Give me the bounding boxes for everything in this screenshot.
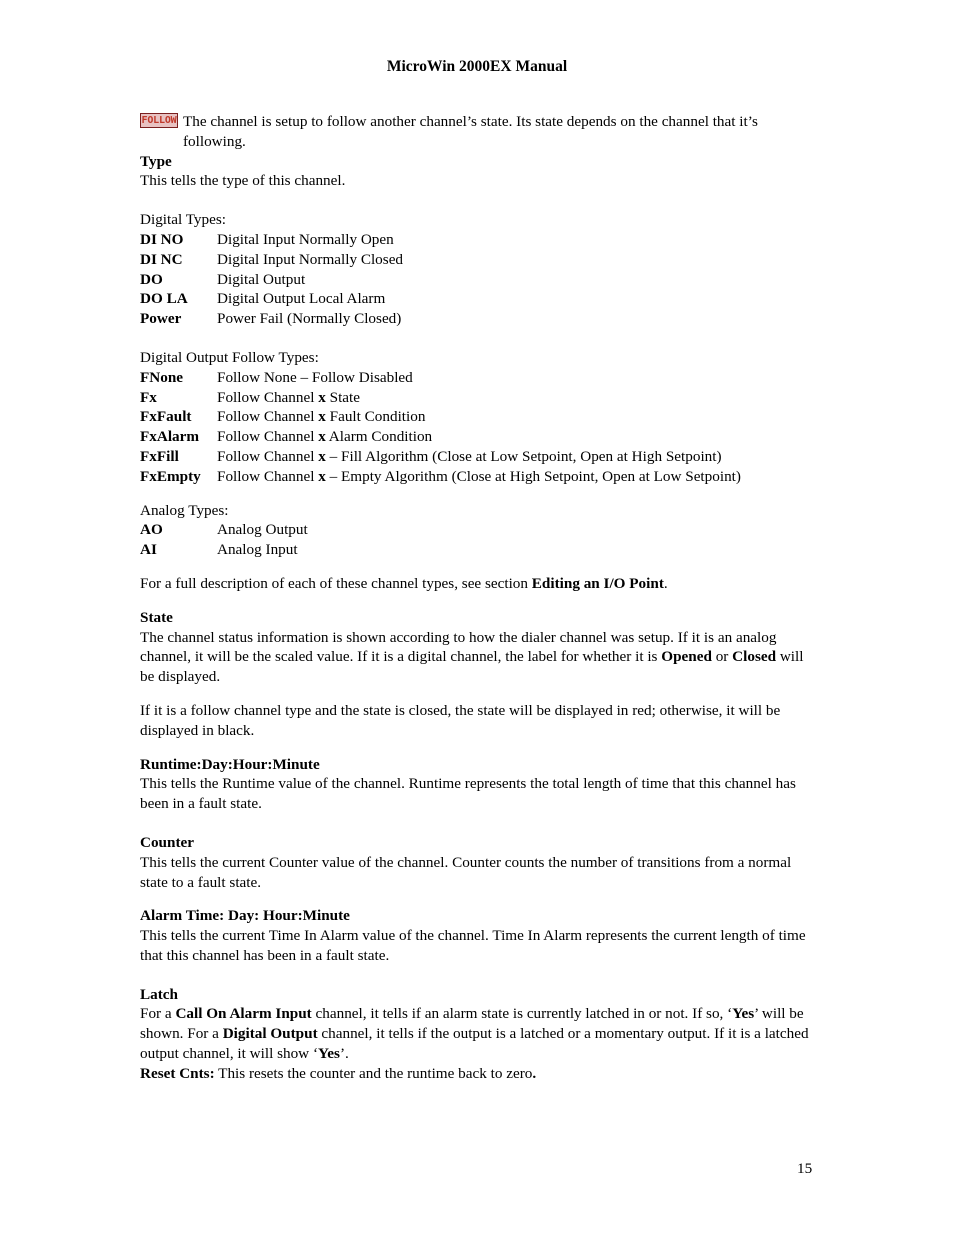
type-code: AO <box>140 521 163 539</box>
runtime-description: This tells the Runtime value of the channel. Runtime represents the total length of time that this channel has been in a fault state. <box>140 775 796 813</box>
counter-heading: Counter <box>140 833 194 851</box>
digital-types-list <box>140 230 816 329</box>
follow-types-list <box>140 368 816 487</box>
page-number: 15 <box>797 1160 813 1177</box>
type-code: DI NC <box>140 250 183 268</box>
type-code: FxAlarm <box>140 428 200 446</box>
list-item <box>140 447 816 467</box>
type-desc: Analog Input <box>217 541 298 559</box>
list-item <box>140 309 816 329</box>
type-code: FxEmpty <box>140 467 201 485</box>
type-desc: Analog Output <box>217 521 308 539</box>
analog-types-heading: Analog Types: <box>140 501 229 519</box>
list-item <box>140 270 816 290</box>
reset-counts-description: Reset Cnts: This resets the counter and the runtime back to zero. <box>140 1064 537 1082</box>
type-code: DO <box>140 270 163 288</box>
type-desc: Digital Output <box>217 270 306 288</box>
type-heading: Type <box>140 152 172 170</box>
type-code: AI <box>140 541 157 559</box>
type-desc: Follow None – Follow Disabled <box>217 368 413 386</box>
editing-io-point-reference: Editing an I/O Point <box>531 574 664 592</box>
digital-types-heading: Digital Types: <box>140 211 226 229</box>
counter-description: This tells the current Counter value of the channel. Counter counts the number of transitions from a normal state to a fault state. <box>140 853 792 891</box>
latch-heading: Latch <box>140 985 178 1003</box>
type-desc: Follow Channel x Fault Condition <box>217 408 426 426</box>
type-desc: Follow Channel x Alarm Condition <box>217 428 433 446</box>
type-code: FNone <box>140 368 184 386</box>
runtime-heading: Runtime:Day:Hour:Minute <box>140 755 320 773</box>
list-item <box>140 520 816 540</box>
alarm-time-heading: Alarm Time: Day: Hour:Minute <box>140 907 350 925</box>
follow-types-heading: Digital Output Follow Types: <box>140 348 319 366</box>
type-code: DI NO <box>140 230 184 248</box>
type-code: DO LA <box>140 290 188 308</box>
type-desc: Digital Input Normally Closed <box>217 250 404 268</box>
type-desc: Digital Input Normally Open <box>217 230 394 248</box>
list-item <box>140 540 816 560</box>
list-item <box>140 230 816 250</box>
type-desc: Digital Output Local Alarm <box>217 290 386 308</box>
list-item <box>140 250 816 270</box>
state-paragraph-1: The channel status information is shown according to how the dialer channel was setup. If it is an analog channel, it will be the scaled value. If it is a digital channel, the label for whether it is Opened or Closed will be displayed. <box>140 628 804 686</box>
manual-content <box>140 112 816 1084</box>
type-desc: Follow Channel x – Fill Algorithm (Close at Low Setpoint, Open at High Setpoint) <box>217 447 722 465</box>
full-description-note: For a full description of each of these channel types, see section Editing an I/O Point. <box>140 574 668 592</box>
follow-state-icon <box>140 113 178 128</box>
list-item <box>140 368 816 388</box>
type-code: Power <box>140 310 182 328</box>
follow-note-text: The channel is setup to follow another channel’s state. Its state depends on the channel that it’s following. <box>183 113 758 150</box>
latch-description: For a Call On Alarm Input channel, it tells if an alarm state is currently latched in or not. If so, ‘Yes’ will be shown. For a Digital Output channel, it tells if the output is a latched or a momentary output. If it is a latched output channel, it will show ‘Yes’. <box>140 1005 809 1063</box>
list-item <box>140 467 816 487</box>
type-desc: Follow Channel x State <box>217 388 361 406</box>
state-paragraph-2: If it is a follow channel type and the state is closed, the state will be displayed in red; otherwise, it will be displayed in black. <box>140 701 781 739</box>
type-desc: Follow Channel x – Empty Algorithm (Close at High Setpoint, Open at Low Setpoint) <box>217 467 741 485</box>
alarm-time-description: This tells the current Time In Alarm value of the channel. Time In Alarm represents the current length of time that this channel has been in a fault state. <box>140 927 806 964</box>
type-code: FxFill <box>140 447 179 465</box>
analog-types-list <box>140 520 816 560</box>
page-header-title: MicroWin 2000EX Manual <box>386 58 568 75</box>
list-item <box>140 427 816 447</box>
list-item <box>140 388 816 408</box>
list-item <box>140 407 816 427</box>
type-code: Fx <box>140 388 157 406</box>
type-desc: Power Fail (Normally Closed) <box>217 310 402 328</box>
type-code: FxFault <box>140 408 192 426</box>
list-item <box>140 289 816 309</box>
follow-icon-label: FOLLOW <box>141 115 177 126</box>
type-description: This tells the type of this channel. <box>140 172 346 190</box>
state-heading: State <box>140 608 173 626</box>
follow-note <box>140 112 816 152</box>
